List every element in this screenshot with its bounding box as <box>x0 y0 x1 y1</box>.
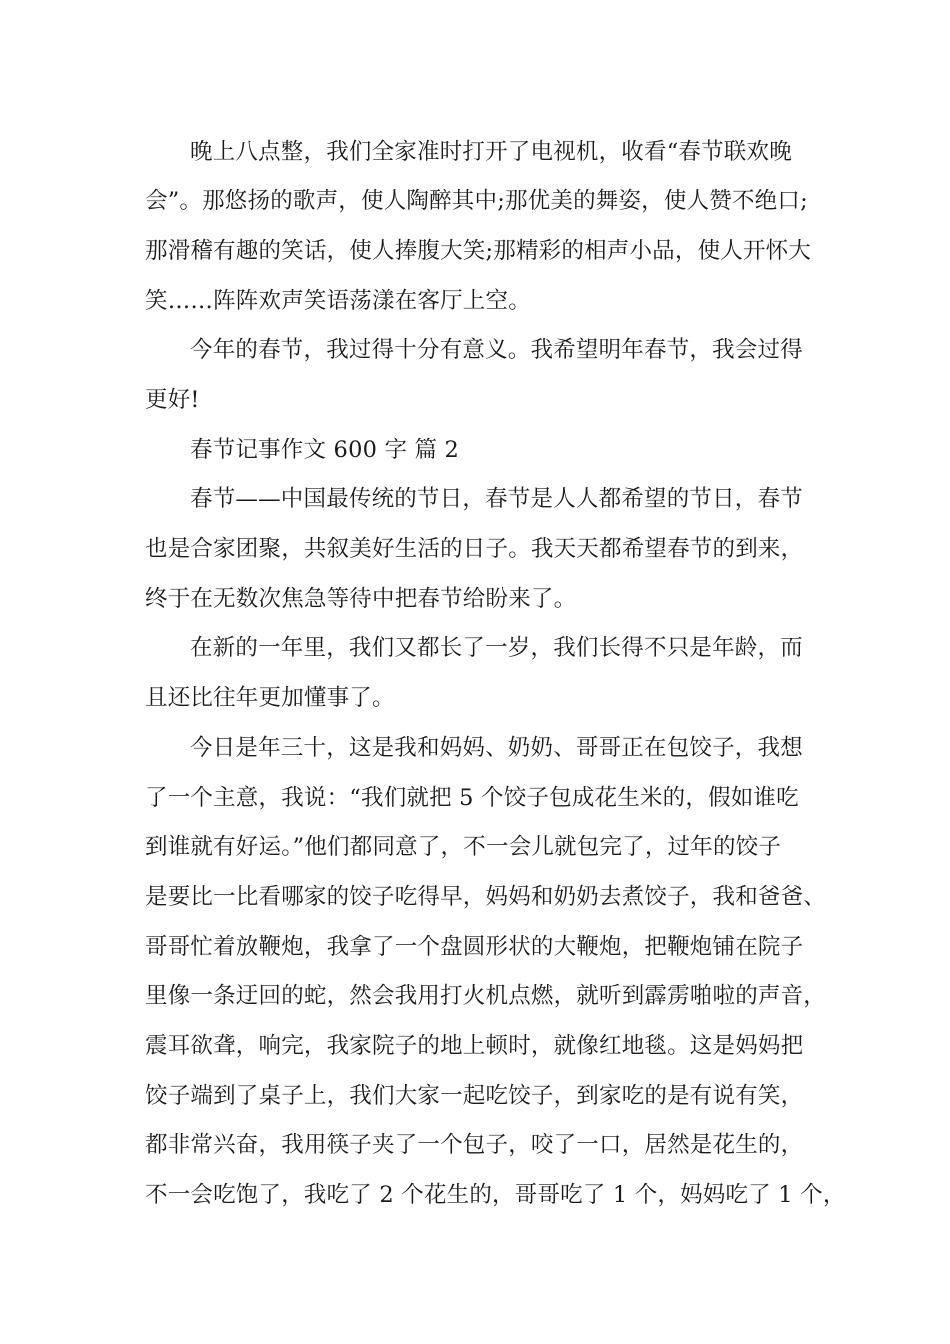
paragraph-line: 今年的春节，我过得十分有意义。我希望明年春节，我会过得 <box>190 337 803 363</box>
paragraph-line: 那滑稽有趣的笑话，使人捧腹大笑;那精彩的相声小品，使人开怀大 <box>145 238 812 264</box>
paragraph-line: 在新的一年里，我们又都长了一岁，我们长得不只是年龄，而 <box>190 635 803 661</box>
paragraph-line: 更好! <box>145 387 200 413</box>
paragraph-line: 哥哥忙着放鞭炮，我拿了一个盘圆形状的大鞭炮，把鞭炮铺在院子 <box>145 934 804 960</box>
paragraph-line: 晚上八点整，我们全家准时打开了电视机，收看“春节联欢晚 <box>190 139 792 165</box>
section-heading: 春节记事作文 600 字 篇 2 <box>190 437 460 463</box>
paragraph-line: 今日是年三十，这是我和妈妈、奶奶、哥哥正在包饺子，我想 <box>190 735 803 761</box>
paragraph-line: 也是合家团聚，共叙美好生活的日子。我天天都希望春节的到来， <box>145 536 804 562</box>
paragraph-line: 笑……阵阵欢声笑语荡漾在客厅上空。 <box>145 288 531 314</box>
paragraph-line: 里像一条迂回的蛇，然会我用打火机点燃，就听到霹雳啪啦的声音， <box>145 983 827 1009</box>
paragraph-line: 是要比一比看哪家的饺子吃得早，妈妈和奶奶去煮饺子，我和爸爸、 <box>145 884 827 910</box>
paragraph-line: 饺子端到了桌子上，我们大家一起吃饺子，到家吃的是有说有笑， <box>145 1083 804 1109</box>
paragraph-line: 到谁就有好运。”他们都同意了，不一会儿就包完了，过年的饺子 <box>145 834 782 860</box>
paragraph-line: 不一会吃饱了，我吃了 2 个花生的，哥哥吃了 1 个，妈妈吃了 1 个， <box>145 1182 846 1208</box>
paragraph-line: 震耳欲聋，响完，我家院子的地上顿时，就像红地毯。这是妈妈把 <box>145 1033 804 1059</box>
paragraph-line: 终于在无数次焦急等待中把春节给盼来了。 <box>145 586 577 612</box>
paragraph-line: 都非常兴奋，我用筷子夹了一个包子，咬了一口，居然是花生的， <box>145 1132 804 1158</box>
paragraph-line: 会”。那悠扬的歌声，使人陶醉其中;那优美的舞姿，使人赞不绝口; <box>145 188 808 214</box>
paragraph-line: 了一个主意，我说：“我们就把 5 个饺子包成花生米的，假如谁吃 <box>145 785 799 811</box>
paragraph-line: 春节——中国最传统的节日，春节是人人都希望的节日，春节 <box>190 486 803 512</box>
paragraph-line: 且还比往年更加懂事了。 <box>145 685 395 711</box>
